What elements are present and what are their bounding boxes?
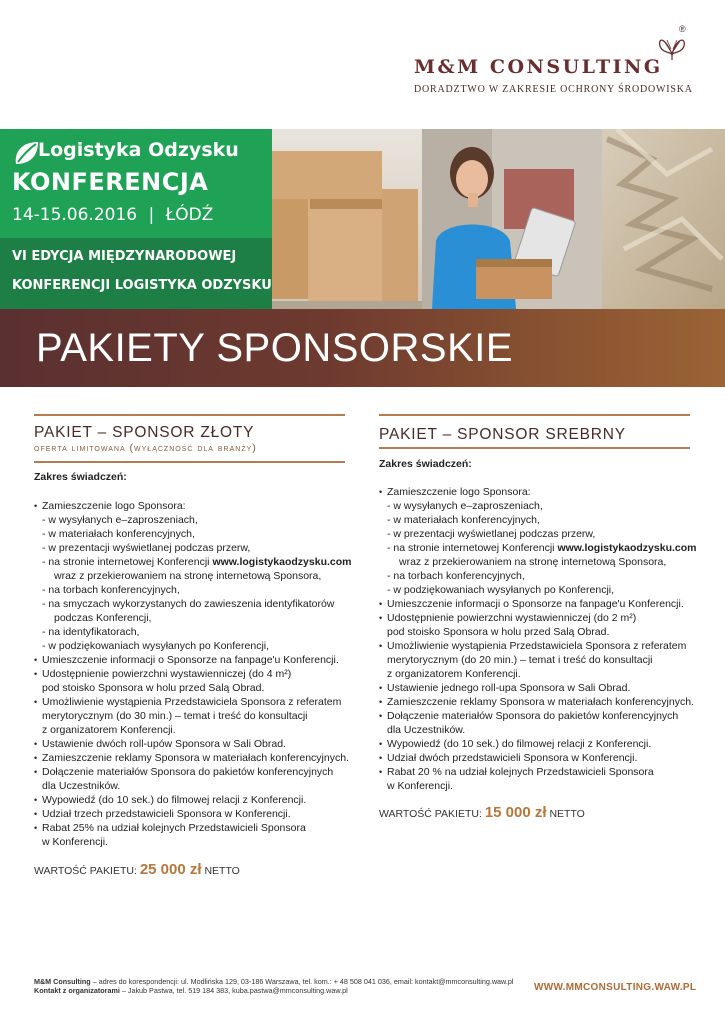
gold-benefit-text: Ustawienie dwóch roll-upów Sponsora w Sali Obrad.	[42, 738, 286, 750]
gold-benefit-text: - na stronie internetowej Konferencji	[42, 556, 213, 568]
footer-address: – adres do korespondencji: ul. Modlińska 129, 03-186 Warszawa, tel. kom.: + 48 508 041 036, email: kontakt@mmconsulting.waw.pl	[90, 977, 514, 986]
silver-value-suffix: NETTO	[549, 808, 585, 820]
silver-benefit-line	[379, 527, 709, 541]
silver-benefit-line	[379, 709, 709, 723]
silver-benefit-line	[379, 597, 709, 611]
silver-bottom-rule	[379, 447, 690, 449]
gold-scope-label: Zakres świadczeń:	[34, 471, 127, 483]
gold-top-rule	[34, 414, 345, 416]
gold-benefit-text: Umożliwienie wystąpienia Przedstawiciela Sponsora z referatem	[42, 696, 342, 708]
silver-benefit-line	[379, 751, 709, 765]
banner-title-line2: KONFERENCJA	[12, 168, 209, 196]
gold-benefit-text: Rabat 25% na udział kolejnych Przedstawicieli Sponsora	[42, 822, 306, 834]
banner-date	[12, 205, 213, 225]
footer-company: M&M Consulting	[34, 977, 91, 986]
silver-benefit-text: Zamieszczenie reklamy Sponsora w materiałach konferencyjnych.	[387, 696, 694, 708]
silver-value-amount: 15 000 zł	[484, 804, 547, 821]
silver-benefit-line	[379, 513, 709, 527]
gold-conference-website-link[interactable]: www.logistykaodzysku.com	[212, 556, 352, 568]
silver-benefit-line	[379, 653, 709, 667]
gold-package-subheading: oferta limitowana (wyłączność dla branży)	[34, 442, 257, 454]
silver-benefit-line	[379, 499, 709, 513]
silver-benefit-line	[379, 667, 709, 681]
silver-benefit-text: dla Uczestników.	[387, 724, 466, 736]
gold-package-heading: PAKIET – SPONSOR ZŁOTY	[34, 424, 255, 441]
gold-value-suffix: NETTO	[204, 865, 240, 877]
gold-benefit-text: w Konferencji.	[42, 836, 108, 848]
warehouse-photo-illustration	[272, 129, 725, 309]
brand-name: M&M CONSULTING	[414, 56, 663, 78]
silver-benefit-text: Wypowiedź (do 10 sek.) do filmowej relacji z Konferencji.	[387, 738, 652, 750]
silver-benefit-text: pod stoisko Sponsora w holu przed Salą Obrad.	[387, 626, 610, 638]
silver-top-rule	[379, 414, 690, 416]
gold-benefit-text: Wypowiedź (do 10 sek.) do filmowej relacji z Konferencji.	[42, 794, 307, 806]
banner-photo	[272, 129, 725, 309]
gold-benefit-text: - w podziękowaniach wysyłanych po Konferencji,	[42, 640, 270, 652]
silver-benefit-text: - na torbach konferencyjnych,	[387, 570, 525, 582]
gold-benefit-text: Udział trzech przedstawicieli Sponsora w Konferencji.	[42, 808, 291, 820]
gold-benefit-text: podczas Konferencji,	[54, 612, 152, 624]
silver-benefit-text: Zamieszczenie logo Sponsora:	[387, 486, 531, 498]
footer-contact-person: – Jakub Pastwa, tel. 519 184 383, kuba.pastwa@mmconsulting.waw.pl	[119, 986, 348, 995]
gold-value-label: WARTOŚĆ PAKIETU:	[34, 865, 137, 877]
gold-benefit-line	[34, 569, 354, 583]
gold-benefit-line	[34, 751, 354, 765]
gold-benefit-line	[34, 527, 354, 541]
gold-value-amount: 25 000 zł	[139, 861, 202, 878]
gold-benefit-line	[34, 695, 354, 709]
gold-benefit-line	[34, 597, 354, 611]
silver-scope-label: Zakres świadczeń:	[379, 458, 472, 470]
gold-benefit-line	[34, 653, 354, 667]
silver-benefit-line	[379, 723, 709, 737]
silver-benefit-text: wraz z przekierowaniem na stronę internetową Sponsora,	[399, 556, 667, 568]
footer-contact	[34, 977, 513, 995]
silver-benefit-text: Udział dwóch przedstawicieli Sponsora w Konferencji.	[387, 752, 638, 764]
silver-benefit-text: w Konferencji.	[387, 780, 453, 792]
silver-benefit-text: Dołączenie materiałów Sponsora do pakietów konferencyjnych	[387, 710, 679, 722]
gold-benefit-line	[34, 555, 354, 569]
silver-benefit-line	[379, 555, 709, 569]
gold-benefit-text: - na identyfikatorach,	[42, 626, 140, 638]
silver-benefit-line	[379, 681, 709, 695]
gold-benefit-line	[34, 639, 354, 653]
gold-benefit-line	[34, 793, 354, 807]
registered-mark: ®	[679, 24, 686, 34]
gold-benefit-text: dla Uczestników.	[42, 780, 121, 792]
silver-benefit-line	[379, 611, 709, 625]
gold-benefit-text: Zamieszczenie reklamy Sponsora w materiałach konferencyjnych.	[42, 752, 349, 764]
silver-benefit-text: - w materiałach konferencyjnych,	[387, 514, 540, 526]
gold-bottom-rule	[34, 461, 345, 463]
gold-benefit-line	[34, 737, 354, 751]
silver-benefit-line	[379, 485, 709, 499]
silver-benefits-list	[379, 485, 709, 793]
gold-benefit-text: - w materiałach konferencyjnych,	[42, 528, 195, 540]
gold-benefit-line	[34, 667, 354, 681]
silver-package-value	[379, 804, 585, 821]
silver-benefit-text: - w podziękowaniach wysyłanych po Konferencji,	[387, 584, 615, 596]
gold-benefit-line	[34, 821, 354, 835]
footer-line1	[34, 977, 513, 986]
silver-benefit-line	[379, 541, 709, 555]
gold-benefit-line	[34, 681, 354, 695]
gold-benefit-text: - w prezentacji wyświetlanej podczas przerw,	[42, 542, 251, 554]
banner-title-line1: Logistyka Odzysku	[38, 139, 239, 161]
gold-benefit-line	[34, 807, 354, 821]
banner-edition-line1: VI EDYCJA MIĘDZYNARODOWEJ	[12, 249, 237, 264]
silver-benefit-text: Udostępnienie powierzchni wystawienniczej (do 2 m²)	[387, 612, 637, 624]
gold-benefit-text: - w wysyłanych e–zaproszeniach,	[42, 514, 198, 526]
gold-benefits-list	[34, 499, 354, 849]
gold-benefit-text: z organizatorem Konferencji.	[42, 724, 176, 736]
silver-benefit-line	[379, 695, 709, 709]
silver-benefit-line	[379, 625, 709, 639]
silver-benefit-text: z organizatorem Konferencji.	[387, 668, 521, 680]
gold-benefit-line	[34, 611, 354, 625]
gold-benefit-text: wraz z przekierowaniem na stronę internetową Sponsora,	[54, 570, 322, 582]
gold-benefit-line	[34, 625, 354, 639]
gold-benefit-text: Zamieszczenie logo Sponsora:	[42, 500, 186, 512]
silver-benefit-text: merytorycznym (do 20 min.) – temat i treść do konsultacji	[387, 654, 653, 666]
silver-benefit-text: Ustawienie jednego roll-upa Sponsora w Sali Obrad.	[387, 682, 631, 694]
silver-benefit-text: Rabat 20 % na udział kolejnych Przedstawicieli Sponsora	[387, 766, 654, 778]
silver-benefit-line	[379, 779, 709, 793]
gold-package-value	[34, 861, 240, 878]
brand-tagline: DORADZTWO W ZAKRESIE OCHRONY ŚRODOWISKA	[414, 84, 693, 95]
gold-benefit-text: Umieszczenie informacji o Sponsorze na fanpage'u Konferencji.	[42, 654, 339, 666]
banner-date-value: 14-15.06.2016	[12, 205, 138, 225]
page-title: PAKIETY SPONSORSKIE	[36, 326, 514, 370]
banner-city: ŁÓDŹ	[165, 205, 214, 225]
silver-benefit-line	[379, 583, 709, 597]
gold-benefit-line	[34, 723, 354, 737]
silver-package-heading: PAKIET – SPONSOR SREBRNY	[379, 426, 626, 443]
silver-value-label: WARTOŚĆ PAKIETU:	[379, 808, 482, 820]
footer-website-link[interactable]: WWW.MMCONSULTING.WAW.PL	[534, 982, 697, 993]
gold-benefit-line	[34, 541, 354, 555]
gold-benefit-text: merytorycznym (do 30 min.) – temat i treść do konsultacji	[42, 710, 308, 722]
silver-benefit-text: - w prezentacji wyświetlanej podczas przerw,	[387, 528, 596, 540]
silver-benefit-text: Umieszczenie informacji o Sponsorze na fanpage'u Konferencji.	[387, 598, 684, 610]
silver-benefit-line	[379, 737, 709, 751]
gold-benefit-line	[34, 779, 354, 793]
footer-line2	[34, 986, 513, 995]
banner-date-separator: |	[148, 205, 155, 225]
gold-benefit-line	[34, 765, 354, 779]
silver-benefit-text: - na stronie internetowej Konferencji	[387, 542, 558, 554]
banner-edition-line2: KONFERENCJI LOGISTYKA ODZYSKU	[12, 278, 272, 293]
footer-contact-label: Kontakt z organizatorami	[34, 986, 120, 995]
silver-benefit-line	[379, 639, 709, 653]
gold-benefit-line	[34, 513, 354, 527]
gold-benefit-line	[34, 709, 354, 723]
silver-benefit-text: - w wysyłanych e–zaproszeniach,	[387, 500, 543, 512]
silver-benefit-line	[379, 569, 709, 583]
gold-benefit-text: Dołączenie materiałów Sponsora do pakietów konferencyjnych	[42, 766, 334, 778]
gold-benefit-line	[34, 499, 354, 513]
silver-benefit-line	[379, 765, 709, 779]
silver-benefit-text: Umożliwienie wystąpienia Przedstawiciela Sponsora z referatem	[387, 640, 687, 652]
gold-benefit-text: pod stoisko Sponsora w holu przed Salą Obrad.	[42, 682, 265, 694]
gold-benefit-text: - na torbach konferencyjnych,	[42, 584, 180, 596]
gold-benefit-text: Udostępnienie powierzchni wystawienniczej (do 4 m²)	[42, 668, 292, 680]
gold-benefit-text: - na smyczach wykorzystanych do zawieszenia identyfikatorów	[42, 598, 335, 610]
silver-conference-website-link[interactable]: www.logistykaodzysku.com	[557, 542, 697, 554]
brand-block	[414, 56, 693, 104]
gold-benefit-line	[34, 583, 354, 597]
gold-benefit-line	[34, 835, 354, 849]
